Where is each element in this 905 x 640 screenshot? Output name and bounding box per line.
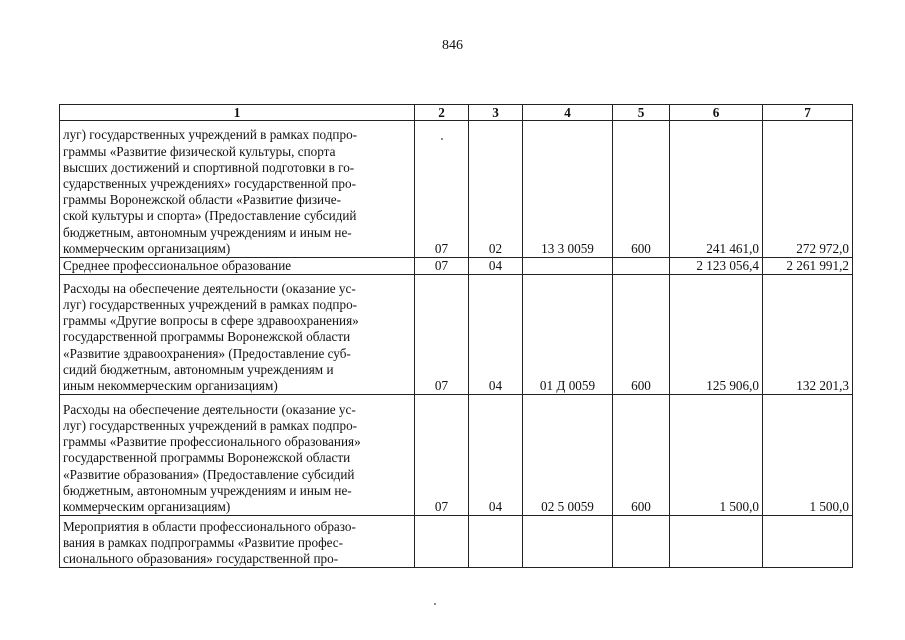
description-line: луг) государственных учреждений в рамках подпро- <box>63 127 358 143</box>
subsection-code: 02 <box>469 121 523 258</box>
expense-type-code <box>613 516 670 568</box>
header-col-2: 2 <box>415 105 469 121</box>
amount-col-7: 272 972,0 <box>763 121 853 258</box>
description-line: сударственных учреждениях» государственной про- <box>63 175 357 191</box>
row-description <box>60 516 415 568</box>
page-number: 846 <box>442 38 463 53</box>
description-line: государственной программы Воронежской области <box>63 450 351 466</box>
header-col-4: 4 <box>523 105 613 121</box>
description-line: Расходы на обеспечение деятельности (оказание ус- <box>63 280 356 296</box>
target-article-code: 01 Д 0059 <box>523 275 613 395</box>
amount-col-6 <box>670 516 763 568</box>
expense-type-code <box>613 258 670 275</box>
description-line: вания в рамках подпрограммы «Развитие профес- <box>63 534 344 550</box>
description-line: граммы «Другие вопросы в сфере здравоохранения» <box>63 313 359 329</box>
amount-col-6: 125 906,0 <box>670 275 763 395</box>
description-line: высших достижений и спортивной подготовки в го- <box>63 159 355 175</box>
header-col-7: 7 <box>763 105 853 121</box>
description-line: «Развитие здравоохранения» (Предоставление суб- <box>63 345 351 361</box>
amount-col-6: 1 500,0 <box>670 395 763 516</box>
amount-col-7: 2 261 991,2 <box>763 258 853 275</box>
row-description <box>60 395 415 516</box>
header-col-5: 5 <box>613 105 670 121</box>
description-line: граммы «Развитие профессионального образования» <box>63 434 361 450</box>
description-line: иным некоммерческим организациям) <box>63 378 278 393</box>
description-line: коммерческим организациям) <box>63 499 231 514</box>
target-article-code: 13 3 0059 <box>523 121 613 258</box>
description-line: луг) государственных учреждений в рамках подпро- <box>63 417 358 433</box>
table-row <box>60 258 853 275</box>
table-row <box>60 121 853 258</box>
description-line: граммы Воронежской области «Развитие физиче- <box>63 192 341 208</box>
subsection-code: 04 <box>469 258 523 275</box>
header-col-3: 3 <box>469 105 523 121</box>
section-code: 07 <box>415 275 469 395</box>
section-code: 07 <box>415 395 469 516</box>
section-code: 07 <box>415 121 469 258</box>
description-line: сидий бюджетным, автономным учреждениям и <box>63 361 334 377</box>
expense-type-code: 600 <box>613 395 670 516</box>
table-header-row <box>60 105 853 121</box>
target-article-code: 02 5 0059 <box>523 395 613 516</box>
subsection-code: 04 <box>469 275 523 395</box>
subsection-code: 04 <box>469 395 523 516</box>
section-code <box>415 516 469 568</box>
amount-col-6: 2 123 056,4 <box>670 258 763 275</box>
target-article-code <box>523 258 613 275</box>
description-line: «Развитие образования» (Предоставление субсидий <box>63 466 355 482</box>
row-description <box>60 121 415 258</box>
section-code: 07 <box>415 258 469 275</box>
amount-col-6: 241 461,0 <box>670 121 763 258</box>
header-col-6: 6 <box>670 105 763 121</box>
subsection-code <box>469 516 523 568</box>
description-line: луг) государственных учреждений в рамках подпро- <box>63 296 358 312</box>
table-row <box>60 516 853 568</box>
expense-type-code: 600 <box>613 121 670 258</box>
scan-speck <box>441 138 443 140</box>
description-line: граммы «Развитие физической культуры, спорта <box>63 143 336 159</box>
description-line: Расходы на обеспечение деятельности (оказание ус- <box>63 401 356 417</box>
table-row <box>60 395 853 516</box>
target-article-code <box>523 516 613 568</box>
description-line: коммерческим организациям) <box>63 240 231 256</box>
description-line: сионального образования» государственной про- <box>63 551 339 566</box>
description-line: государственной программы Воронежской области <box>63 329 351 345</box>
amount-col-7: 1 500,0 <box>763 395 853 516</box>
budget-table <box>59 104 853 568</box>
table-row <box>60 275 853 395</box>
description-line: бюджетным, автономным учреждениям и иным не- <box>63 482 352 498</box>
expense-type-code: 600 <box>613 275 670 395</box>
row-description <box>60 258 415 275</box>
amount-col-7 <box>763 516 853 568</box>
header-col-1: 1 <box>60 105 415 121</box>
row-description <box>60 275 415 395</box>
description-line: бюджетным, автономным учреждениям и иным не- <box>63 224 352 240</box>
scan-speck <box>434 603 436 605</box>
amount-col-7: 132 201,3 <box>763 275 853 395</box>
description-line: ской культуры и спорта» (Предоставление субсидий <box>63 208 357 224</box>
description-line: Среднее профессиональное образование <box>63 258 292 273</box>
description-line: Мероприятия в области профессионального образо- <box>63 518 356 534</box>
